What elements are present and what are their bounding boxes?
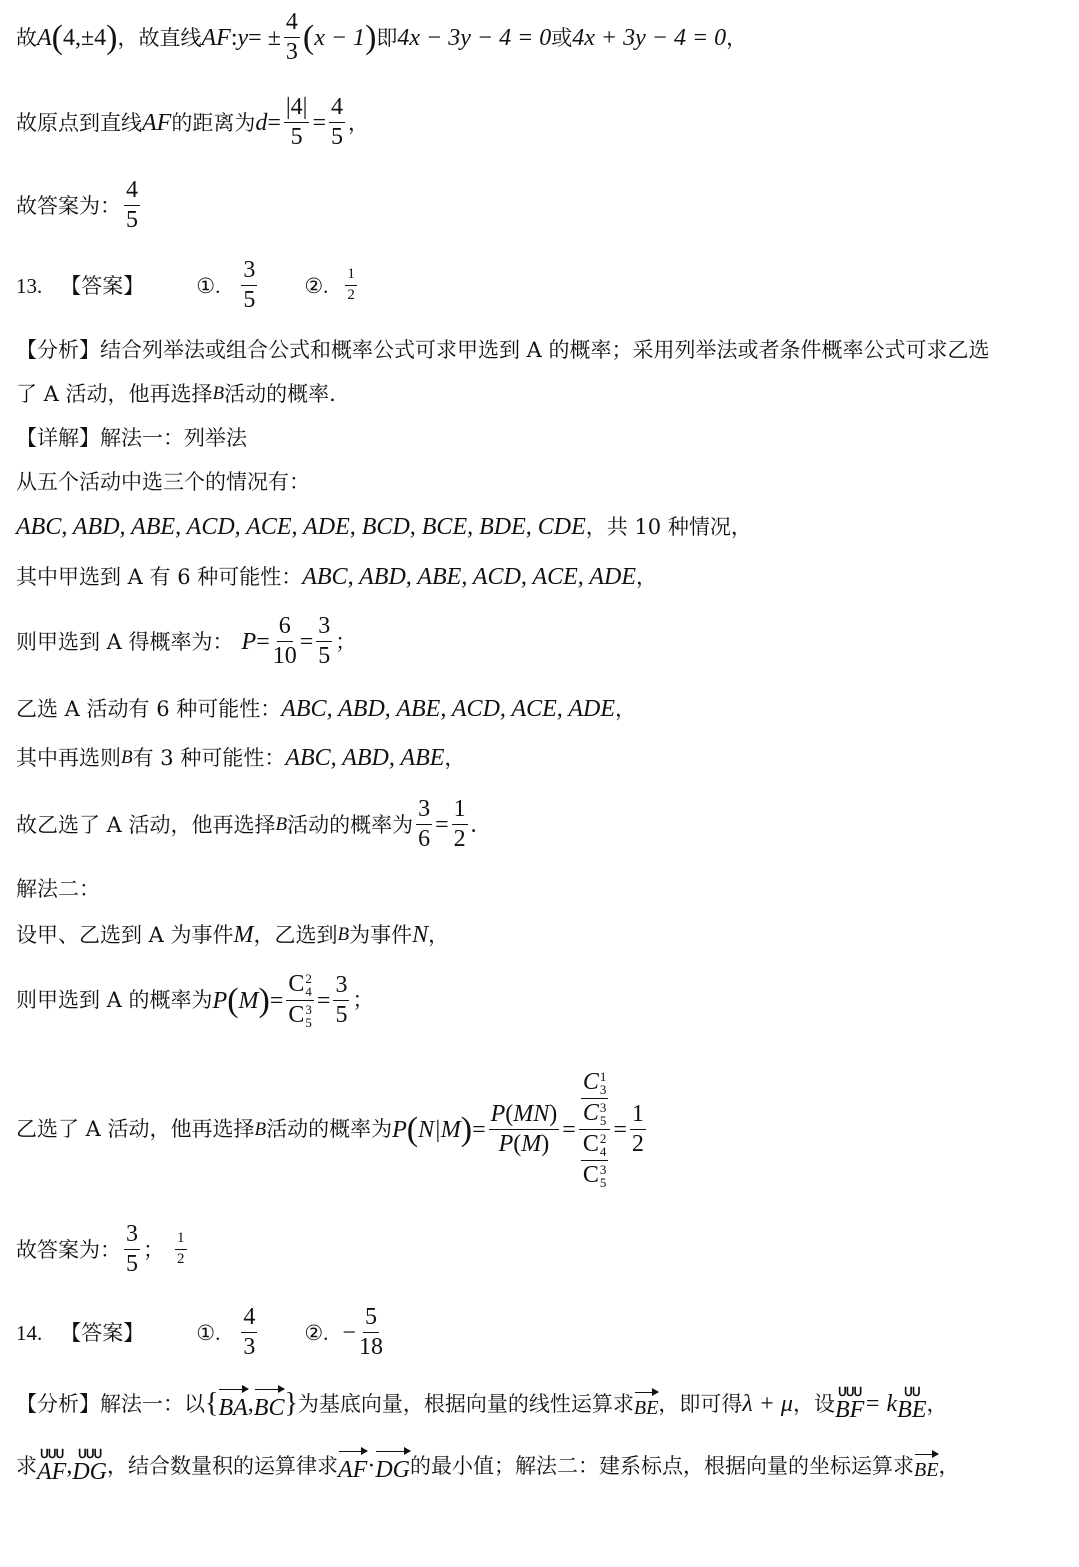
detail-13-s3: 则甲选到 A 得概率为： P = $\frac{6}{10}$ = $\frac{3}{5}$ ；: [16, 613, 357, 670]
analysis-13-line-1: 【分析】结合列举法或组合公式和概率公式可求甲选到 A 的概率；采用列举法或者条件概率公式可求乙选: [16, 338, 990, 362]
analysis-14-line-1: 【分析】解法一：以 { BA , BC } 为基底向量，根据向量的线性运算求 BE ，即可得 λ + μ ，设 ᑌᑌᑌ BF = k ᑌᑌ BE ，: [16, 1385, 948, 1423]
answer-14-1: $\frac{4}{3}$: [243, 1304, 256, 1361]
fraction-3-5: $\frac{3}{5}$: [318, 613, 331, 670]
fraction-3-5-b: $\frac{3}{5}$: [335, 971, 348, 1028]
answer-line-12: 故答案为： $\frac{4}{5}$: [16, 177, 138, 234]
detail-13-s9: 乙选了 A 活动，他再选择 B 活动的概率为 P ( N|M ) = $\frac{P(MN)}{P(M)}$ = C 1 3 C 3 5 C 2 4 C 3 5 = $\frac{1}{2}$: [16, 1069, 644, 1190]
fraction-1-2-b: $\frac{1}{2}$: [631, 1100, 644, 1157]
detail-13-heading: 【详解】解法一：列举法: [16, 426, 247, 450]
question-13-answer: 13. 【答案】 ①. $\frac{3}{5}$ ②. $\frac{1}{2}$: [16, 257, 355, 314]
fraction-3-6: $\frac{3}{6}$: [418, 796, 431, 853]
compound-fraction: C 1 3 C 3 5 C 2 4 C 3 5: [579, 1070, 611, 1189]
analysis-13-line-2: 了 A 活动，他再选择 B 活动的概率.: [16, 382, 336, 406]
analysis-14-line-2: 求 ᑌᑌᑌ AF , ᑌᑌᑌ DG ，结合数量积的运算律求 AF · DG 的最小值；解法二：建系标点，根据向量的坐标运算求 BE ，: [16, 1447, 960, 1485]
solution-line-1: 故 A ( 4,±4 ) ，故直线 AF : y = ± $\frac{4}{3}$ ( x − 1 ) 即 4x − 3y − 4 = 0 或 4x + 3y − 4 = 0 ，: [16, 9, 748, 66]
question-14-answer: 14. 【答案】 ①. $\frac{4}{3}$ ②. − $\frac{5}{18}$: [16, 1304, 383, 1361]
solution-line-2: 故原点到直线 AF 的距离为 d = $\frac{|4|}{5}$ = $\frac{4}{5}$ ，: [16, 94, 370, 151]
detail-13-method2: 解法二：: [16, 877, 100, 901]
detail-13-list10: ABC, ABD, ABE, ACD, ACE, ADE, BCD, BCE, BDE, CDE ，共 10 种情况，: [16, 514, 752, 540]
fraction-pmn-pm: $\frac{P(MN)}{P(M)}$: [490, 1100, 558, 1157]
detail-13-s5: 其中再选则 B 有 3 种可能性： ABC, ABD, ABE ，: [16, 745, 466, 771]
fraction-c42-c53: C 2 4 C 3 5: [288, 971, 312, 1030]
fraction-4-5: $\frac{4}{5}$: [331, 94, 344, 151]
answer-13-2: $\frac{1}{2}$: [347, 266, 355, 304]
final-3-5: $\frac{3}{5}$: [126, 1221, 138, 1278]
answer-13-1: $\frac{3}{5}$: [243, 257, 256, 314]
answer-13-final: 故答案为： $\frac{3}{5}$ ； $\frac{1}{2}$: [16, 1221, 185, 1278]
fraction-6-10: $\frac{6}{10}$: [272, 613, 297, 670]
fraction-4-3: $\frac{4}{3}$: [285, 9, 298, 66]
detail-13-s7: 设甲、乙选到 A 为事件 M ，乙选到 B 为事件 N ，: [16, 922, 450, 948]
fraction-answer-4-5: $\frac{4}{5}$: [126, 177, 138, 234]
detail-13-s1: 从五个活动中选三个的情况有：: [16, 470, 310, 494]
answer-14-2: $\frac{5}{18}$: [358, 1304, 383, 1361]
detail-13-s6: 故乙选了 A 活动，他再选择 B 活动的概率为 $\frac{3}{6}$ = $\frac{1}{2}$ .: [16, 796, 477, 853]
fraction-abs4-5: $\frac{|4|}{5}$: [285, 94, 308, 151]
fraction-1-2: $\frac{1}{2}$: [453, 796, 466, 853]
final-1-2: $\frac{1}{2}$: [177, 1230, 185, 1268]
detail-13-s4: 乙选 A 活动有 6 种可能性： ABC, ABD, ABE, ACD, ACE, ADE ，: [16, 696, 637, 722]
detail-13-s8: 则甲选到 A 的概率为 P ( M ) = C 2 4 C 3 5 = $\frac{3}{5}$ ；: [16, 971, 374, 1030]
detail-13-s2: 其中甲选到 A 有 6 种可能性： ABC, ABD, ABE, ACD, ACE, ADE ，: [16, 564, 658, 590]
